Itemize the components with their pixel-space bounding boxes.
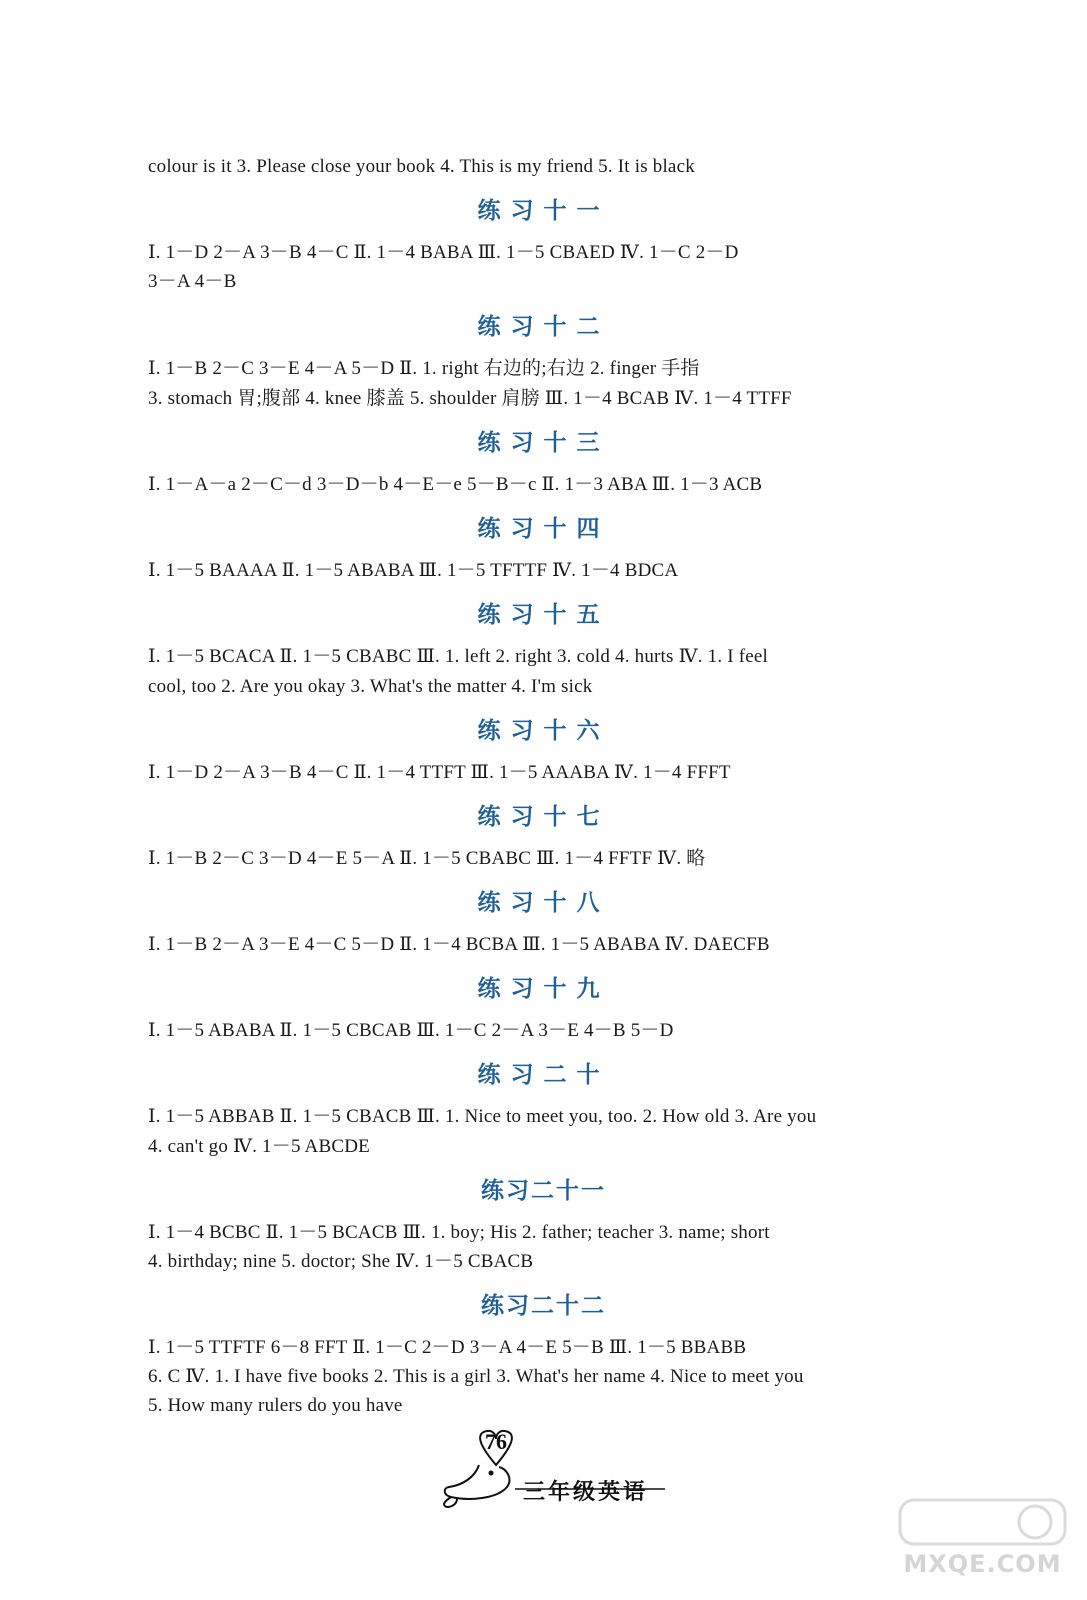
section-heading-22: 练习二十二 xyxy=(481,1293,606,1319)
section-heading-16: 练习十六 xyxy=(477,718,610,744)
answer-line: Ⅰ. 1－B 2－C 3－D 4－E 5－A Ⅱ. 1－5 CBABC Ⅲ. 1－4 FFTF Ⅳ. 略 xyxy=(148,848,706,869)
section-heading-15: 练习十五 xyxy=(477,602,610,628)
answer-line: Ⅰ. 1－D 2－A 3－B 4－C Ⅱ. 1－4 TTFT Ⅲ. 1－5 AAABA Ⅳ. 1－4 FFFT xyxy=(148,762,731,783)
site-watermark xyxy=(890,1492,1075,1592)
answer-line: 6. C Ⅳ. 1. I have five books 2. This is a girl 3. What's her name 4. Nice to meet you xyxy=(148,1366,804,1387)
answer-line: 5. How many rulers do you have xyxy=(148,1395,403,1416)
answer-line: Ⅰ. 1－5 BCACA Ⅱ. 1－5 CBABC Ⅲ. 1. left 2. right 3. cold 4. hurts Ⅳ. 1. I feel xyxy=(148,646,769,667)
answer-line: 3. stomach 胃;腹部 4. knee 膝盖 5. shoulder 肩膀 Ⅲ. 1－4 BCAB Ⅳ. 1－4 TTFF xyxy=(148,388,792,409)
answer-line: Ⅰ. 1－D 2－A 3－B 4－C Ⅱ. 1－4 BABA Ⅲ. 1－5 CBAED Ⅳ. 1－C 2－D xyxy=(148,242,739,263)
section-heading-14: 练习十四 xyxy=(477,516,610,542)
answer-line: Ⅰ. 1－5 TTFTF 6－8 FFT Ⅱ. 1－C 2－D 3－A 4－E 5－B Ⅲ. 1－5 BBABB xyxy=(148,1337,747,1358)
answer-line: Ⅰ. 1－5 ABBAB Ⅱ. 1－5 CBACB Ⅲ. 1. Nice to meet you, too. 2. How old 3. Are you xyxy=(148,1106,817,1127)
section-heading-18: 练习十八 xyxy=(477,890,610,916)
answer-line: Ⅰ. 1－5 ABABA Ⅱ. 1－5 CBCAB Ⅲ. 1－C 2－A 3－E 4－B 5－D xyxy=(148,1020,674,1041)
answer-line: Ⅰ. 1－B 2－C 3－E 4－A 5－D Ⅱ. 1. right 右边的;右边 2. finger 手指 xyxy=(148,358,700,379)
section-heading-11: 练习十一 xyxy=(477,198,610,224)
section-heading-17: 练习十七 xyxy=(477,804,610,830)
section-heading-12: 练习十二 xyxy=(477,314,610,340)
page-footer xyxy=(435,1425,675,1510)
answer-line: cool, too 2. Are you okay 3. What's the matter 4. I'm sick xyxy=(148,676,593,697)
answer-line: Ⅰ. 1－B 2－A 3－E 4－C 5－D Ⅱ. 1－4 BCBA Ⅲ. 1－5 ABABA Ⅳ. DAECFB xyxy=(148,934,770,955)
watermark-text: MXQE.COM xyxy=(903,1550,1062,1578)
section-heading-20: 练习二十 xyxy=(477,1062,610,1088)
answer-line: Ⅰ. 1－A－a 2－C－d 3－D－b 4－E－e 5－B－c Ⅱ. 1－3 ABA Ⅲ. 1－3 ACB xyxy=(148,474,763,495)
answer-line: 3－A 4－B xyxy=(148,271,237,292)
page-number: 76 xyxy=(485,1429,507,1454)
book-title: 三年级英语 xyxy=(523,1480,649,1505)
section-heading-13: 练习十三 xyxy=(477,430,610,456)
section-heading-19: 练习十九 xyxy=(477,976,610,1002)
answer-line: Ⅰ. 1－5 BAAAA Ⅱ. 1－5 ABABA Ⅲ. 1－5 TFTTF Ⅳ. 1－4 BDCA xyxy=(148,560,679,581)
section-heading-21: 练习二十一 xyxy=(481,1178,606,1204)
answer-line: colour is it 3. Please close your book 4. This is my friend 5. It is black xyxy=(148,156,695,177)
answer-line: Ⅰ. 1－4 BCBC Ⅱ. 1－5 BCACB Ⅲ. 1. boy; His 2. father; teacher 3. name; short xyxy=(148,1222,770,1243)
answer-line: 4. can't go Ⅳ. 1－5 ABCDE xyxy=(148,1136,370,1157)
watermark-logo-icon xyxy=(890,1492,1075,1552)
answer-line: 4. birthday; nine 5. doctor; She Ⅳ. 1－5 CBACB xyxy=(148,1251,534,1272)
